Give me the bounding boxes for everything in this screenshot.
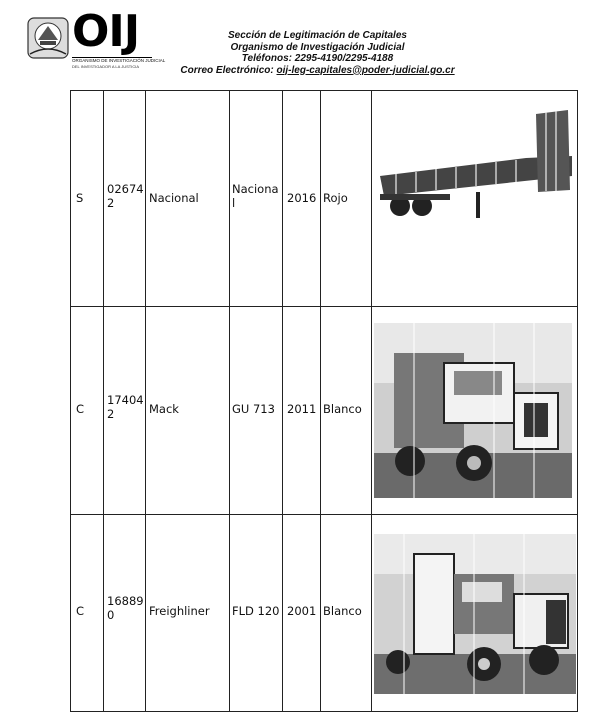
cell-model: FLD 120: [232, 604, 280, 618]
vehicle-table: [70, 90, 578, 712]
cell-color: Blanco: [323, 604, 362, 618]
cell-type: C: [76, 402, 85, 416]
truck-tractor-photo: [374, 534, 576, 694]
cell-year: 2011: [287, 402, 317, 416]
cell-type: C: [76, 604, 85, 618]
cell-year: 2001: [287, 604, 317, 618]
email-link[interactable]: oij-leg-capitales@poder-judicial.go.cr: [276, 64, 455, 76]
cell-plate: 16889 0: [107, 594, 144, 622]
header-email-line: [160, 65, 475, 77]
cell-model: GU 713: [232, 402, 275, 416]
judicial-seal-icon: [26, 14, 70, 60]
cell-type: S: [76, 191, 84, 205]
oij-wordmark: OIJ: [72, 6, 140, 57]
logo-subtitle: ORGANISMO DE INVESTIGACIÓN JUDICIAL: [72, 58, 166, 63]
cell-color: Blanco: [323, 402, 362, 416]
cell-model: Naciona l: [232, 182, 279, 210]
header-phones: Teléfonos: 2295-4190/2295-4188: [241, 53, 394, 64]
cell-brand: Nacional: [149, 191, 199, 205]
dump-truck-photo: [374, 323, 572, 498]
cell-brand: Freighliner: [149, 604, 210, 618]
header-organism: Organismo de Investigación Judicial: [230, 41, 405, 53]
logo-tagline: DEL INVESTIGADOR A LA JUSTICIA: [72, 64, 139, 69]
table-row: [70, 514, 578, 711]
email-label: Correo Electrónico:: [180, 64, 274, 76]
table-row: [70, 90, 578, 306]
cell-plate: 02674 2: [107, 182, 144, 210]
cell-color: Rojo: [323, 191, 348, 205]
cell-plate: 17404 2: [107, 393, 144, 421]
cell-year: 2016: [287, 191, 317, 205]
flatbed-trailer-photo: [376, 106, 572, 236]
document-header: [160, 30, 475, 76]
cell-brand: Mack: [149, 402, 179, 416]
table-row: [70, 306, 578, 514]
header-section: Sección de Legitimación de Capitales: [228, 30, 407, 41]
